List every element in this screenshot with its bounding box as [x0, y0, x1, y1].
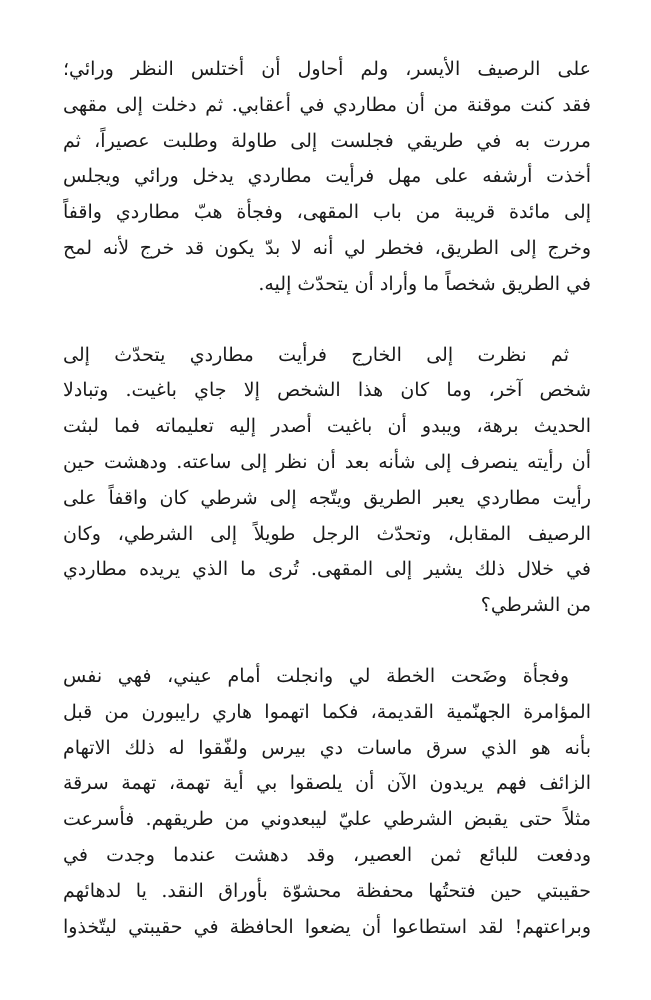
book-page — [63, 52, 591, 945]
text-line: الزائف فهم يريدون الآن أن يلصقوا بي أية تهمة، تهمة سرقة — [63, 772, 591, 795]
text-line: أن رأيته ينصرف إلى شأنه بعد أن نظر إلى ساعته. ودهشت حين — [63, 450, 591, 473]
text-line: إلى مائدة قريبة من باب المقهى، وفجأة هبّ مطاردي واقفاً — [63, 201, 591, 224]
text-line: ثم نظرت إلى الخارج فرأيت مطاردي يتحدّث إلى — [63, 343, 569, 366]
text-line: وبراعتهم! لقد استطاعوا أن يضعوا الحافظة في حقيبتي ليتّخذوا — [63, 915, 591, 938]
text-line: مررت به في طريقي فجلست إلى طاولة وطلبت عصيراً، ثم — [63, 129, 591, 152]
paragraph-3 — [63, 659, 591, 945]
text-line: الرصيف المقابل، وتحدّث الرجل طويلاً إلى الشرطي، وكان — [63, 522, 591, 545]
text-line: المؤامرة الجهنّمية القديمة، فكما اتهموا هاري رايبورن من قبل — [63, 700, 591, 723]
text-line: وخرج إلى الطريق، فخطر لي أنه لا بدّ يكون قد خرج لأنه لمح — [63, 236, 591, 259]
text-line: وفجأة وضَحت الخطة لي وانجلت أمام عيني، فهي نفس — [63, 664, 569, 687]
paragraph-spacer — [63, 624, 591, 659]
paragraph-2 — [63, 338, 591, 624]
paragraph-spacer — [63, 303, 591, 338]
text-line: رأيت مطاردي يعبر الطريق ويتّجه إلى شرطي كان واقفاً على — [63, 486, 591, 509]
text-line: مثلاً حتى يقبض الشرطي عليّ ليبعدوني من طريقهم. فأسرعت — [63, 808, 591, 831]
paragraph-1 — [63, 52, 591, 303]
text-line: فقد كنت موقنة من أن مطاردي في أعقابي. ثم دخلت إلى مقهى — [63, 93, 591, 116]
text-line: أخذت أرشفه على مهل فرأيت مطاردي يدخل ورائي ويجلس — [63, 165, 591, 188]
text-line: حقيبتي حين فتحتُها محفظة محشوّة بأوراق النقد. يا لدهائهم — [63, 879, 591, 902]
text-line: بأنه هو الذي سرق ماسات دي بيرس ولفّقوا له ذلك الاتهام — [63, 736, 591, 759]
text-line: في خلال ذلك يشير إلى المقهى. تُرى ما الذي يريده مطاردي — [63, 558, 591, 581]
text-line: من الشرطي؟ — [480, 594, 591, 617]
text-line: على الرصيف الأيسر، ولم أحاول أن أختلس النظر ورائي؛ — [63, 58, 591, 80]
text-line: في الطريق شخصاً ما وأراد أن يتحدّث إليه. — [258, 272, 591, 295]
text-line: الحديث برهة، ويبدو أن باغيت أصدر إليه تعليماته فما لبثت — [63, 415, 591, 438]
text-line: شخص آخر، وما كان هذا الشخص إلا جاي باغيت. وتبادلا — [63, 379, 591, 402]
text-line: ودفعت للبائع ثمن العصير، وقد دهشت عندما وجدت في — [63, 843, 591, 866]
